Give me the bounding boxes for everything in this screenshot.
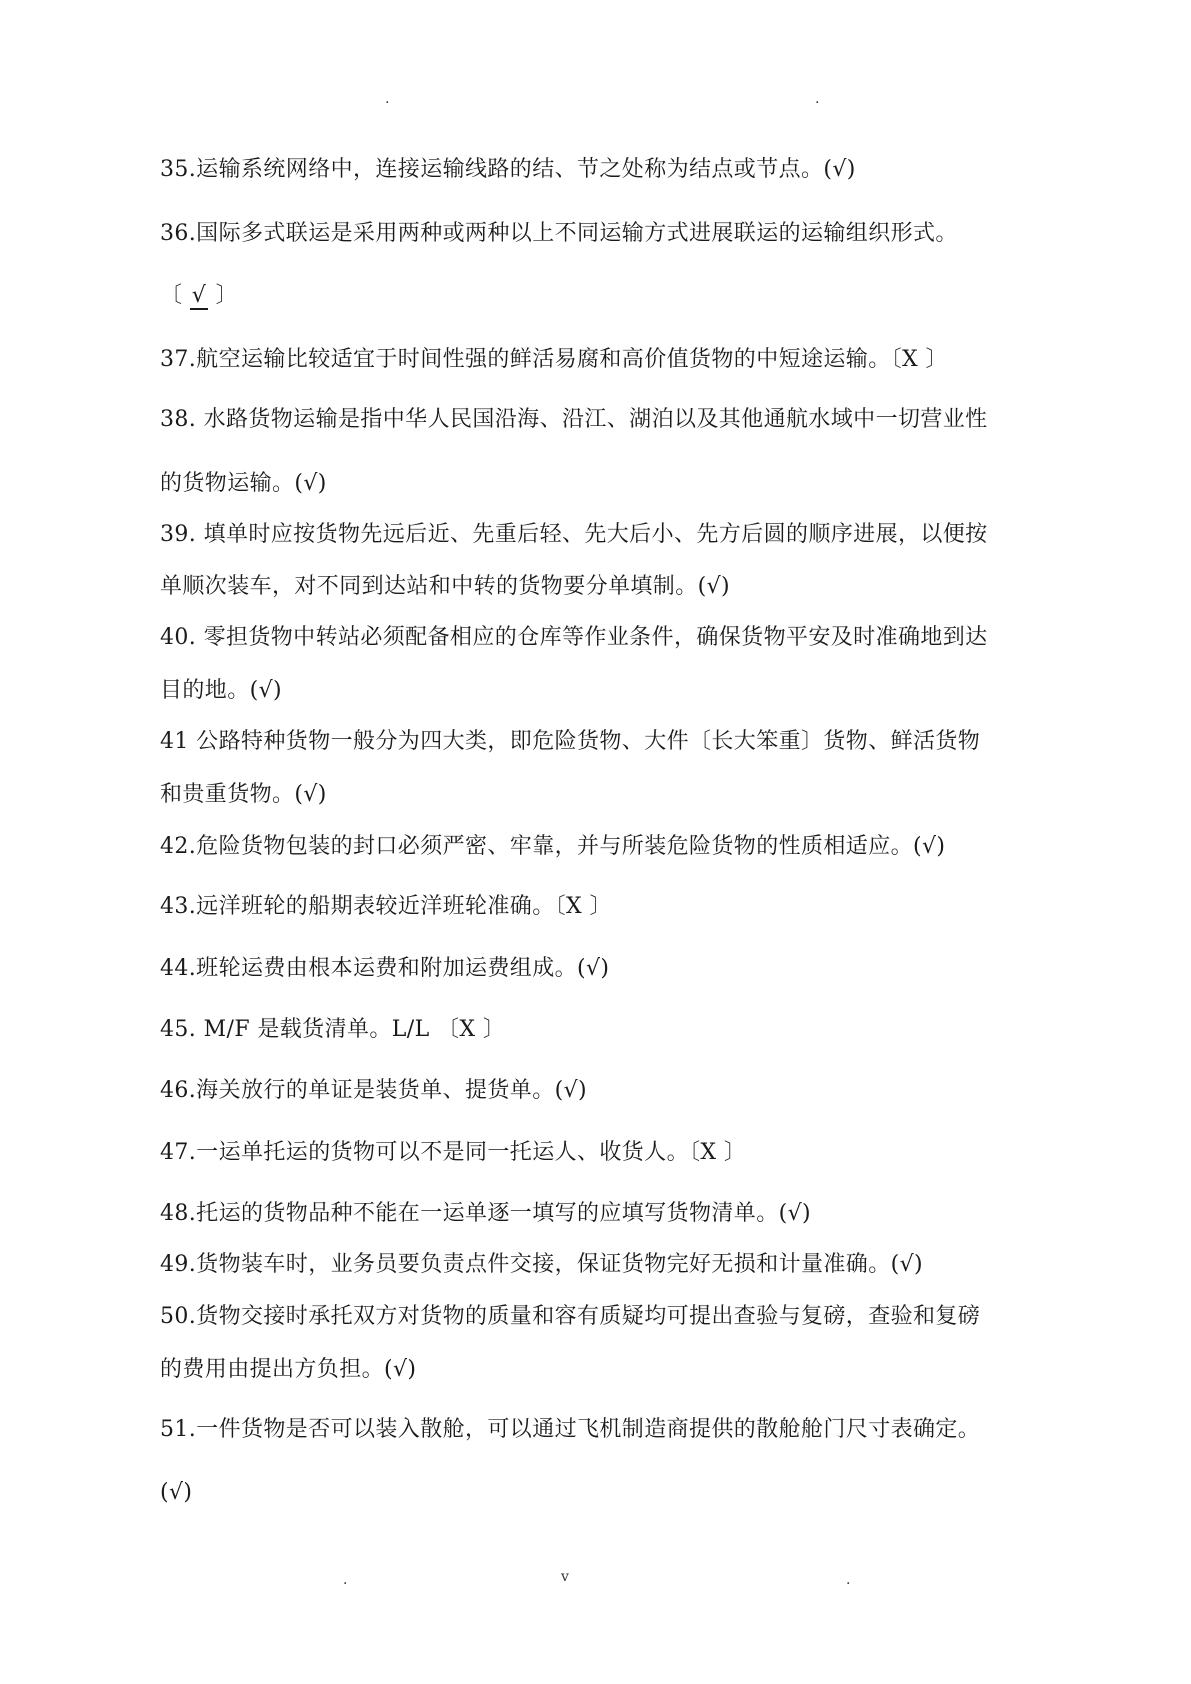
line-41-cont: 和贵重货物。(√) <box>160 782 327 807</box>
line-42: 42.危险货物包装的封口必须严密、牢靠，并与所装危险货物的性质相适应。(√) <box>160 834 946 859</box>
line-50: 50.货物交接时承托双方对货物的质量和容有质疑均可提出查验与复磅，查验和复磅 <box>160 1304 981 1329</box>
line-44: 44.班轮运费由根本运费和附加运费组成。(√) <box>160 956 610 981</box>
line-41: 41 公路特种货物一般分为四大类，即危险货物、大件〔长大笨重〕货物、鲜活货物 <box>160 729 981 754</box>
line-51: 51.一件货物是否可以装入散舱，可以通过飞机制造商提供的散舱舱门尺寸表确定。 <box>160 1417 981 1442</box>
header-mark-left: . <box>385 91 390 107</box>
footer-mark-right: . <box>846 1572 851 1588</box>
answer-bracket-close: 〕 <box>208 283 239 308</box>
answer-check-mark: √ <box>191 283 207 308</box>
line-45: 45. M/F 是载货清单。L/L 〔X 〕 <box>160 1017 506 1042</box>
line-47: 47.一运单托运的货物可以不是同一托运人、收货人。〔X 〕 <box>160 1140 747 1165</box>
line-49: 49.货物装车时，业务员要负责点件交接，保证货物完好无损和计量准确。(√) <box>160 1252 923 1277</box>
answer-bracket-open: 〔 <box>160 283 190 308</box>
line-38-cont: 的货物运输。(√) <box>160 471 327 496</box>
line-39-cont: 单顺次装车，对不同到达站和中转的货物要分单填制。(√) <box>160 574 730 599</box>
line-43: 43.远洋班轮的船期表较近洋班轮准确。〔X 〕 <box>160 894 612 919</box>
line-51-cont: (√) <box>160 1480 193 1505</box>
line-36-answer <box>160 282 238 310</box>
line-50-cont: 的费用由提出方负担。(√) <box>160 1357 417 1382</box>
line-46: 46.海关放行的单证是装货单、提货单。(√) <box>160 1078 587 1103</box>
line-35: 35.运输系统网络中，连接运输线路的结、节之处称为结点或节点。(√) <box>160 157 856 182</box>
line-38: 38. 水路货物运输是指中华人民国沿海、沿江、湖泊以及其他通航水域中一切营业性 <box>160 407 988 432</box>
footer-mark-center: v <box>561 1569 569 1585</box>
line-37: 37.航空运输比较适宜于时间性强的鲜活易腐和高价值货物的中短途运输。〔X 〕 <box>160 347 948 372</box>
footer-mark-left: . <box>343 1572 348 1588</box>
line-48: 48.托运的货物品种不能在一运单逐一填写的应填写货物清单。(√) <box>160 1201 811 1226</box>
line-40: 40. 零担货物中转站必须配备相应的仓库等作业条件，确保货物平安及时准确地到达 <box>160 625 988 650</box>
header-mark-right: . <box>815 91 820 107</box>
line-40-cont: 目的地。(√) <box>160 678 282 703</box>
line-39: 39. 填单时应按货物先远后近、先重后轻、先大后小、先方后圆的顺序进展，以便按 <box>160 522 988 547</box>
line-36: 36.国际多式联运是采用两种或两种以上不同运输方式进展联运的运输组织形式。 <box>160 221 958 246</box>
